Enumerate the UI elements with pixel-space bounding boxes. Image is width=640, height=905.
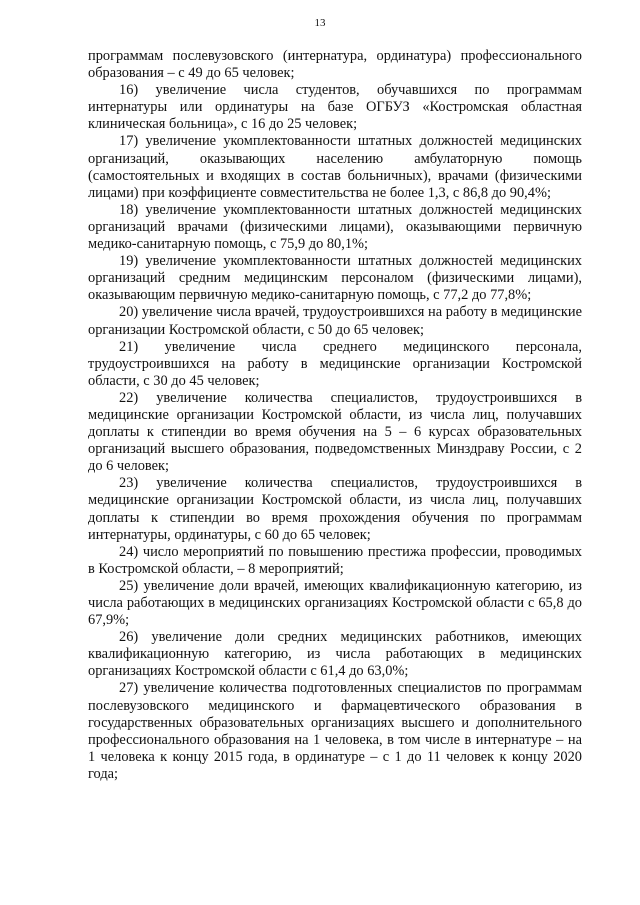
paragraph-continuation: программам послевузовского (интернатура, ординатура) профессионального образования – с 49 до 65 человек; <box>88 48 582 82</box>
list-item-20: 20) увеличение числа врачей, трудоустроившихся на работу в медицинские организации Костромской области, с 50 до 65 человек; <box>88 304 582 338</box>
document-body <box>88 48 582 783</box>
list-item-25: 25) увеличение доли врачей, имеющих квалификационную категорию, из числа работающих в медицинских организациях Костромской области с 65,8 до 67,9%; <box>88 577 582 629</box>
list-item-27: 27) увеличение количества подготовленных специалистов по программам послевузовского медицинского и фармацевтического образования в государственных образовательных организациях высшего и дополнительного профессионального образования на 1 человека, в том числе в интернатуре – на 1 человека к концу 2015 года, в ординатуре – с 1 до 11 человек к концу 2020 года; <box>88 680 582 782</box>
list-item-23: 23) увеличение количества специалистов, трудоустроившихся в медицинские организации Костромской области, из числа лиц, получавших доплаты к стипендии во время прохождения обучения по программам интернатуры, ординатуры, с 60 до 65 человек; <box>88 475 582 543</box>
list-item-21: 21) увеличение числа среднего медицинского персонала, трудоустроившихся на работу в медицинские организации Костромской области, с 30 до 45 человек; <box>88 338 582 389</box>
list-item-16: 16) увеличение числа студентов, обучавшихся по программам интернатуры или ординатуры на базе ОГБУЗ «Костромская областная клиническая больница», с 16 до 25 человек; <box>88 82 582 133</box>
list-item-22: 22) увеличение количества специалистов, трудоустроившихся в медицинские организации Костромской области, из числа лиц, получавших доплаты к стипендии во время обучения на 5 – 6 курсах образовательных организаций высшего образования, подведомственных Минздраву России, с 2 до 6 человек; <box>88 389 582 475</box>
list-item-19: 19) увеличение укомплектованности штатных должностей медицинских организаций средним медицинским персоналом (физическими лицами), оказывающим первичную медико-санитарную помощь, с 77,2 до 77,8%; <box>88 253 582 304</box>
list-item-18: 18) увеличение укомплектованности штатных должностей медицинских организаций врачами (физическими лицами), оказывающими первичную медико-санитарную помощь, с 75,9 до 80,1%; <box>88 201 582 253</box>
list-item-17: 17) увеличение укомплектованности штатных должностей медицинских организаций, оказывающих населению амбулаторную помощь (самостоятельных и входящих в состав больничных), врачами (физическими лицами) при коэффициенте совместительства не более 1,3, с 86,8 до 90,4%; <box>88 133 582 201</box>
page-number: 13 <box>314 17 326 29</box>
list-item-26: 26) увеличение доли средних медицинских работников, имеющих квалификационную категорию, из числа работающих в медицинских организациях Костромской области с 61,4 до 63,0%; <box>88 629 582 680</box>
list-item-24: 24) число мероприятий по повышению престижа профессии, проводимых в Костромской области, – 8 мероприятий; <box>88 543 582 577</box>
